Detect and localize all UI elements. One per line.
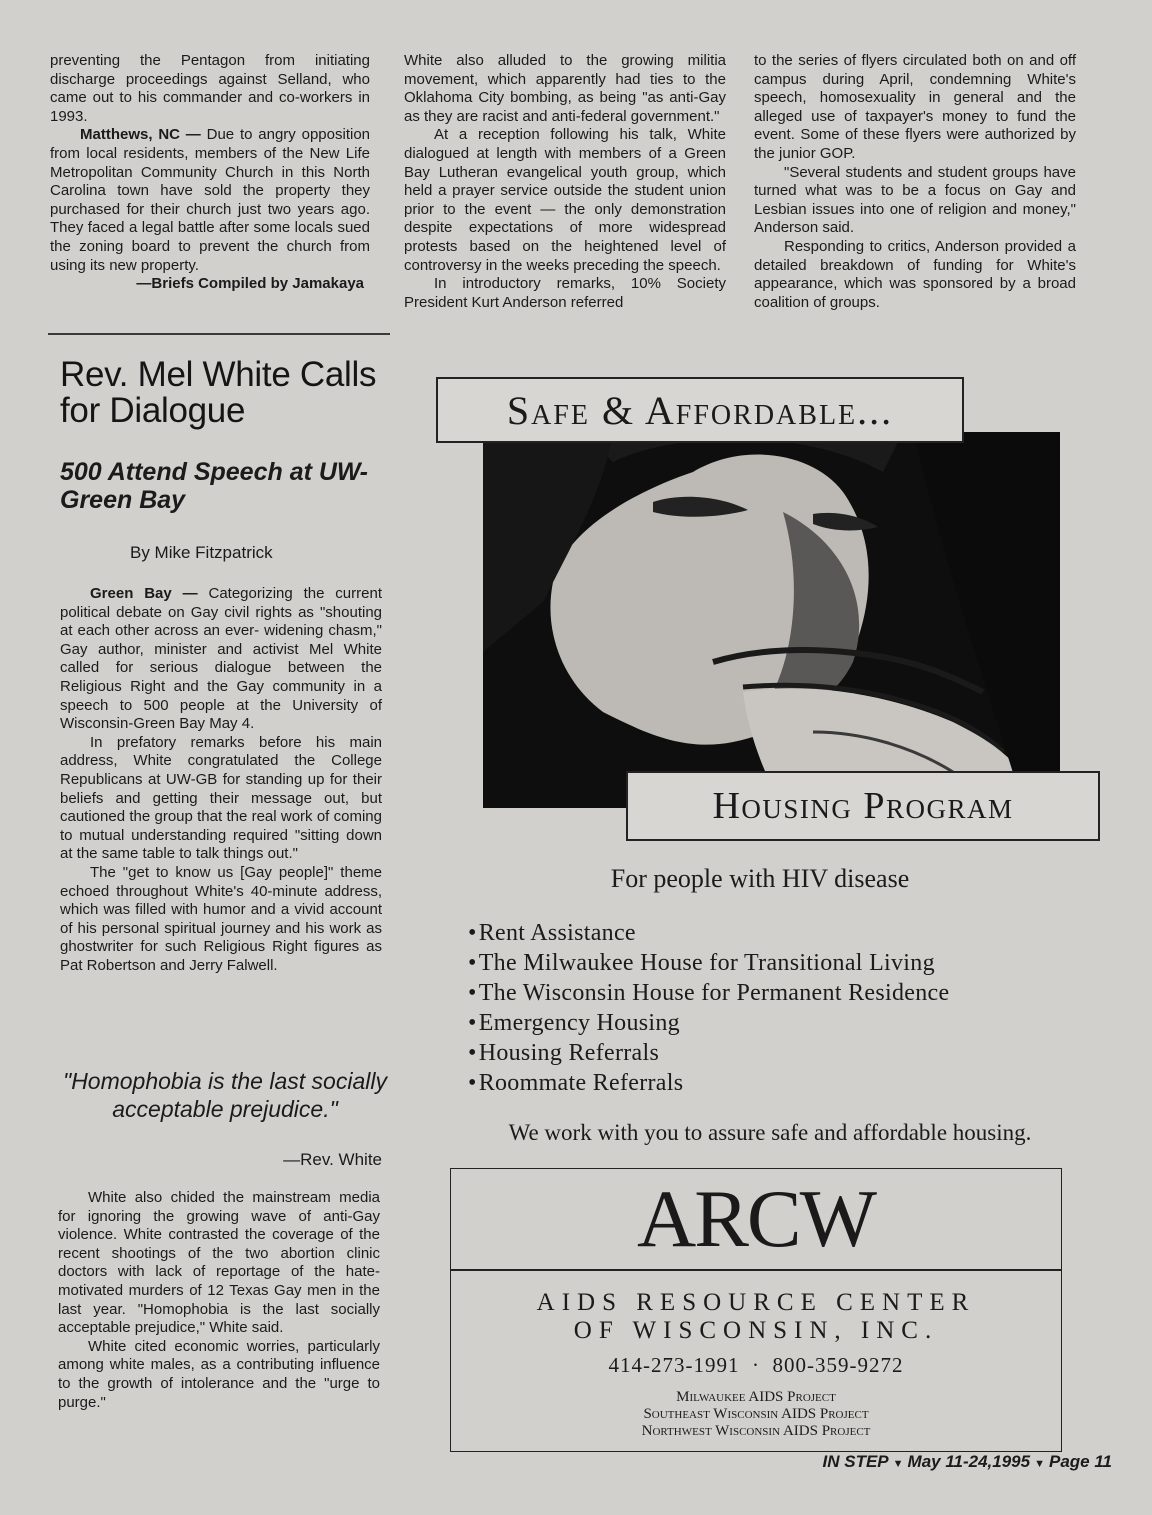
phone-numbers <box>451 1353 1061 1378</box>
list-item: • The Milwaukee House for Transitional Living <box>468 948 949 978</box>
dateline: Green Bay — <box>90 585 198 602</box>
briefs-signoff: —Briefs Compiled by Jamakaya <box>136 275 364 293</box>
list-item: • The Wisconsin House for Permanent Residence <box>468 978 949 1008</box>
ad-tagline: We work with you to assure safe and affordable housing. <box>508 1120 1032 1145</box>
ad-portrait-photo <box>483 432 1060 808</box>
page-number: Page 11 <box>1048 1452 1112 1471</box>
column2-paragraph: White also alluded to the growing militia movement, which apparently had ties to the Oklahoma City bombing, as being "as anti-Gay as they are racist and anti-federal government." <box>404 52 726 125</box>
column2-paragraph: In introductory remarks, 10% Society President Kurt Anderson referred <box>404 275 726 311</box>
dateline: Matthews, NC — <box>80 126 201 144</box>
list-item: • Rent Assistance <box>468 918 949 948</box>
article-paragraph: The "get to know us [Gay people]" theme echoed throughout White's 40-minute address, which was filled with humor and a vivid account of his personal spiritual journey and his work as ghostwriter for such Religious Right figures as Pat Robertson and Jerry Falwell. <box>60 863 382 974</box>
phone-number: 414-273-1991 <box>608 1353 740 1377</box>
ad-title-box <box>436 377 964 443</box>
ad-title: Safe & Affordable... <box>506 387 894 433</box>
article-headline: Rev. Mel White Calls for Dialogue <box>60 355 377 430</box>
article-paragraph <box>60 585 382 734</box>
project-list <box>451 1389 1061 1440</box>
arcw-logo-area <box>451 1169 1061 1271</box>
paragraph-text: Categorizing the current political debate on Gay civil rights as "shouting at each other across an ever- widening chasm," Gay author, minister and activist Mel White called for serious dialogue between the Religious Right and the Gay community in a speech to 500 people at the University of Wisconsin-Green Bay May 4. <box>60 585 382 733</box>
column3-paragraph: "Several students and student groups have turned what was to be a focus on Gay and Lesbian issues into one of religion and money," Anderson said. <box>754 163 1076 237</box>
triangle-icon: ▼ <box>892 1458 904 1470</box>
project-name: Southeast Wisconsin AIDS Project <box>643 1406 869 1422</box>
paragraph-text: Due to angry opposition from local residents, members of the New Life Metropolitan Community Church in this North Carolina town have sold the property they purchased for their church just two years ago. They faced a legal battle after some locals sued the zoning board to prevent the church from using its new property. <box>50 126 371 274</box>
phone-number: 800-359-9272 <box>772 1353 904 1377</box>
section-divider <box>48 333 390 335</box>
column2-top-text <box>404 52 726 312</box>
ad-program-box <box>626 771 1100 841</box>
project-name: Northwest Wisconsin AIDS Project <box>641 1423 871 1439</box>
column1-paragraph: preventing the Pentagon from initiating discharge proceedings against Selland, who came out to his commander and co-workers in 1993. <box>50 52 370 125</box>
column1-top-text <box>50 52 370 294</box>
ad-subtitle: For people with HIV disease <box>610 864 910 893</box>
triangle-icon: ▼ <box>1034 1458 1045 1470</box>
pull-quote-attribution: —Rev. White <box>283 1150 382 1169</box>
article-paragraph: White also chided the mainstream media for ignoring the growing wave of anti-Gay violence. White contrasted the coverage of the recent shootings of the two abortion clinic doctors with lack of reportage of the hate-motivated murders of 12 Texas Gay men in the last year. "Homophobia is the last socially acceptable prejudice," White said. <box>58 1189 380 1337</box>
article-body-continued <box>58 1189 380 1412</box>
project-name: Milwaukee AIDS Project <box>676 1389 836 1405</box>
article-paragraph: In prefatory remarks before his main address, White congratulated the College Republicans at UW-GB for standing up for their beliefs and getting their message out, but cautioned the group that the real work of coming to mutual understanding required "sitting down at the same table to talk things out." <box>60 733 382 863</box>
ad-services-list <box>468 918 949 1098</box>
column3-paragraph: Responding to critics, Anderson provided a detailed breakdown of funding for White's appearance, which was sponsored by a broad coalition of groups. <box>754 237 1076 311</box>
issue-date: May 11-24,1995 <box>907 1452 1031 1471</box>
article-byline: By Mike Fitzpatrick <box>130 543 273 562</box>
publication-name: IN STEP <box>822 1452 889 1471</box>
page-footer <box>823 1452 1112 1472</box>
organization-name-line2: OF WISCONSIN, INC. <box>573 1317 939 1344</box>
column2-paragraph: At a reception following his talk, White dialogued at length with members of a Green Bay Lutheran evangelical youth group, which held a prayer service outside the student union prior to the event — the only demonstration despite expectations of more widespread protests based on the heightened level of controversy in the weeks preceding the speech. <box>404 126 726 274</box>
article-body <box>60 585 382 975</box>
pull-quote: "Homophobia is the last socially acceptable prejudice." <box>63 1068 387 1122</box>
phone-separator: · <box>752 1353 760 1377</box>
article-subhead: 500 Attend Speech at UW-Green Bay <box>60 458 368 514</box>
list-item: • Housing Referrals <box>468 1038 949 1068</box>
organization-name-line1: AIDS RESOURCE CENTER <box>536 1289 976 1316</box>
arcw-logo: ARCW <box>637 1173 875 1264</box>
list-item: • Emergency Housing <box>468 1008 949 1038</box>
article-paragraph: White cited economic worries, particularly among white males, as a contributing influence to the growth of intolerance and the "urge to purge." <box>58 1337 380 1411</box>
column1-paragraph <box>50 126 370 275</box>
column3-top-text <box>754 52 1076 312</box>
ad-program-title: Housing Program <box>712 785 1014 827</box>
column3-paragraph: to the series of flyers circulated both on and off campus during April, condemning White's speech, homosexuality in general and the alleged use of taxpayer's money to fund the event. Some of these flyers were authorized by the junior GOP. <box>754 52 1076 162</box>
list-item: • Roommate Referrals <box>468 1068 949 1098</box>
arcw-info-box <box>450 1168 1062 1452</box>
